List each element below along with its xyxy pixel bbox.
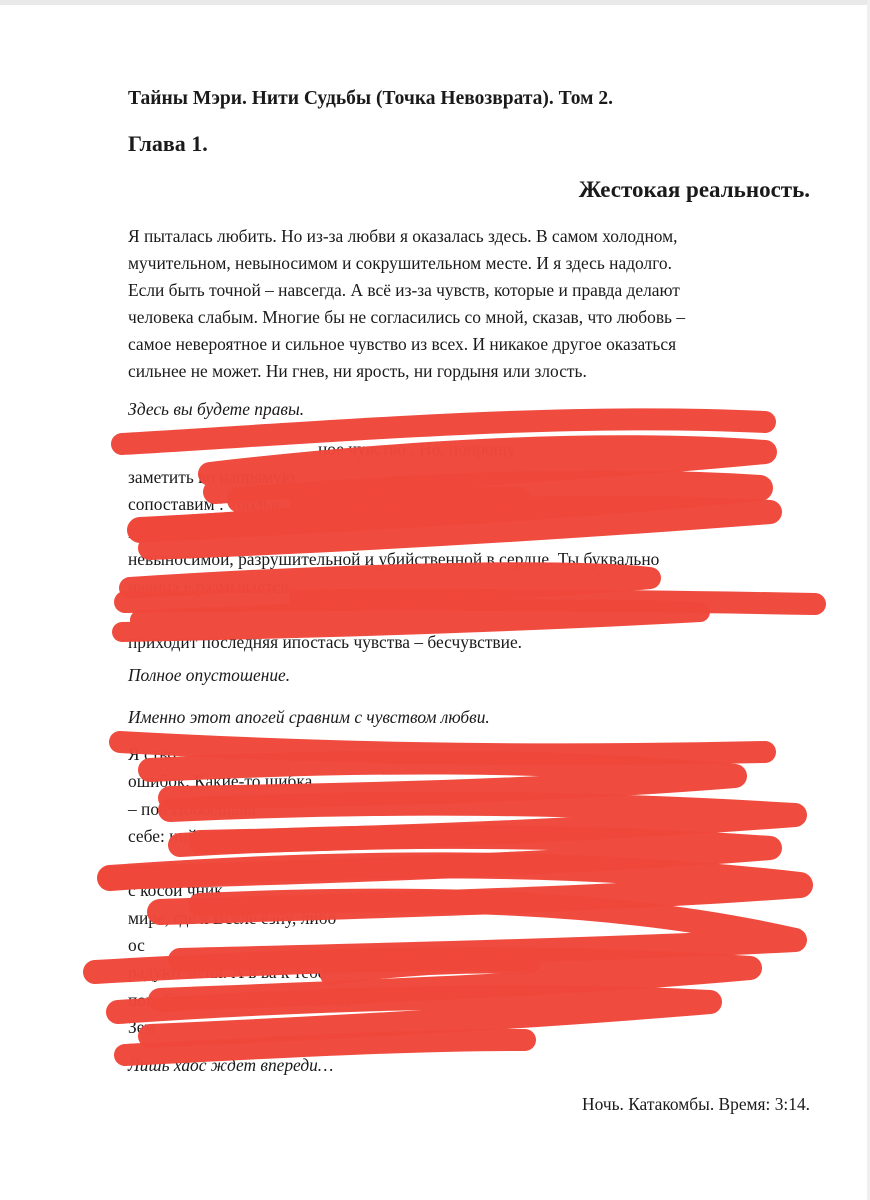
text-line: погиб гармонический элемент <box>128 989 353 1010</box>
text-line: сопоставим : «боль». К челове <box>128 494 354 514</box>
text-line: самое невероятное и сильное чувство из всех. И никакое другое оказаться <box>128 334 677 354</box>
text-line: Я пыталась любить. Но из-за любви я оказалась здесь. В самом холодном, <box>128 226 678 246</box>
text-line: мучительном, невыносимом и сокрушительном месте. И я здесь надолго. <box>128 253 672 273</box>
text-line: заметить во напрямую <box>128 466 295 487</box>
italic-line-3: Именно этот апогей сравним с чувством любви. <box>128 707 490 727</box>
paragraph-2-redacted <box>128 436 810 656</box>
text-line: приходит последняя ипостась чувства – бесчувствие. <box>128 631 523 652</box>
text-line: ошибок. Какие-то шибка <box>128 771 313 792</box>
text-line: мире, где я Вселе езну, либо <box>128 907 337 928</box>
text-line: себе: ний <box>128 825 198 846</box>
text-line: Зем <box>128 1016 156 1037</box>
text-line: сильнее не может. Ни гнев, ни ярость, ни гордыня или злость. <box>128 361 587 381</box>
text-line: Если быть точной – навсегда. А всё из-за чувств, которые и правда делают <box>128 280 680 300</box>
text-line <box>128 850 810 877</box>
text-line: ное чувство . Но, попрошу <box>318 439 516 459</box>
text-line: радуют меня. А в ва к тебе <box>128 962 326 983</box>
chapter-heading: Глава 1. <box>128 131 208 156</box>
italic-line-1: Здесь вы будете правы. <box>128 399 305 419</box>
chapter-subtitle: Жестокая реальность. <box>578 177 810 202</box>
paragraph-1 <box>128 223 810 385</box>
text-line: ос <box>128 935 145 956</box>
text-line: начина е размывается, <box>128 576 293 597</box>
text-line: невыносимой, разрушительной и убийственной в сердце. Ты буквально <box>128 549 660 569</box>
book-title: Тайны Мэри. Нити Судьбы (Точка Невозврата). Том 2. <box>128 88 613 109</box>
text-line: человека слабым. Многие бы не согласились со мной, сказав, что любовь – <box>128 307 686 327</box>
page-top-edge <box>0 0 870 5</box>
text-line: Я ство <box>128 744 177 764</box>
italic-line-2: Полное опустошение. <box>128 665 291 685</box>
paragraph-3-redacted <box>128 741 810 1041</box>
italic-line-4: Лишь хаос ждет впереди… <box>128 1055 334 1075</box>
time-note: Ночь. Катакомбы. Время: 3:14. <box>582 1094 810 1114</box>
text-line: – пов Пообещала <box>128 798 256 819</box>
text-line: пр <box>128 521 147 542</box>
text-line <box>128 601 810 629</box>
text-line: с косой чник <box>128 880 223 901</box>
